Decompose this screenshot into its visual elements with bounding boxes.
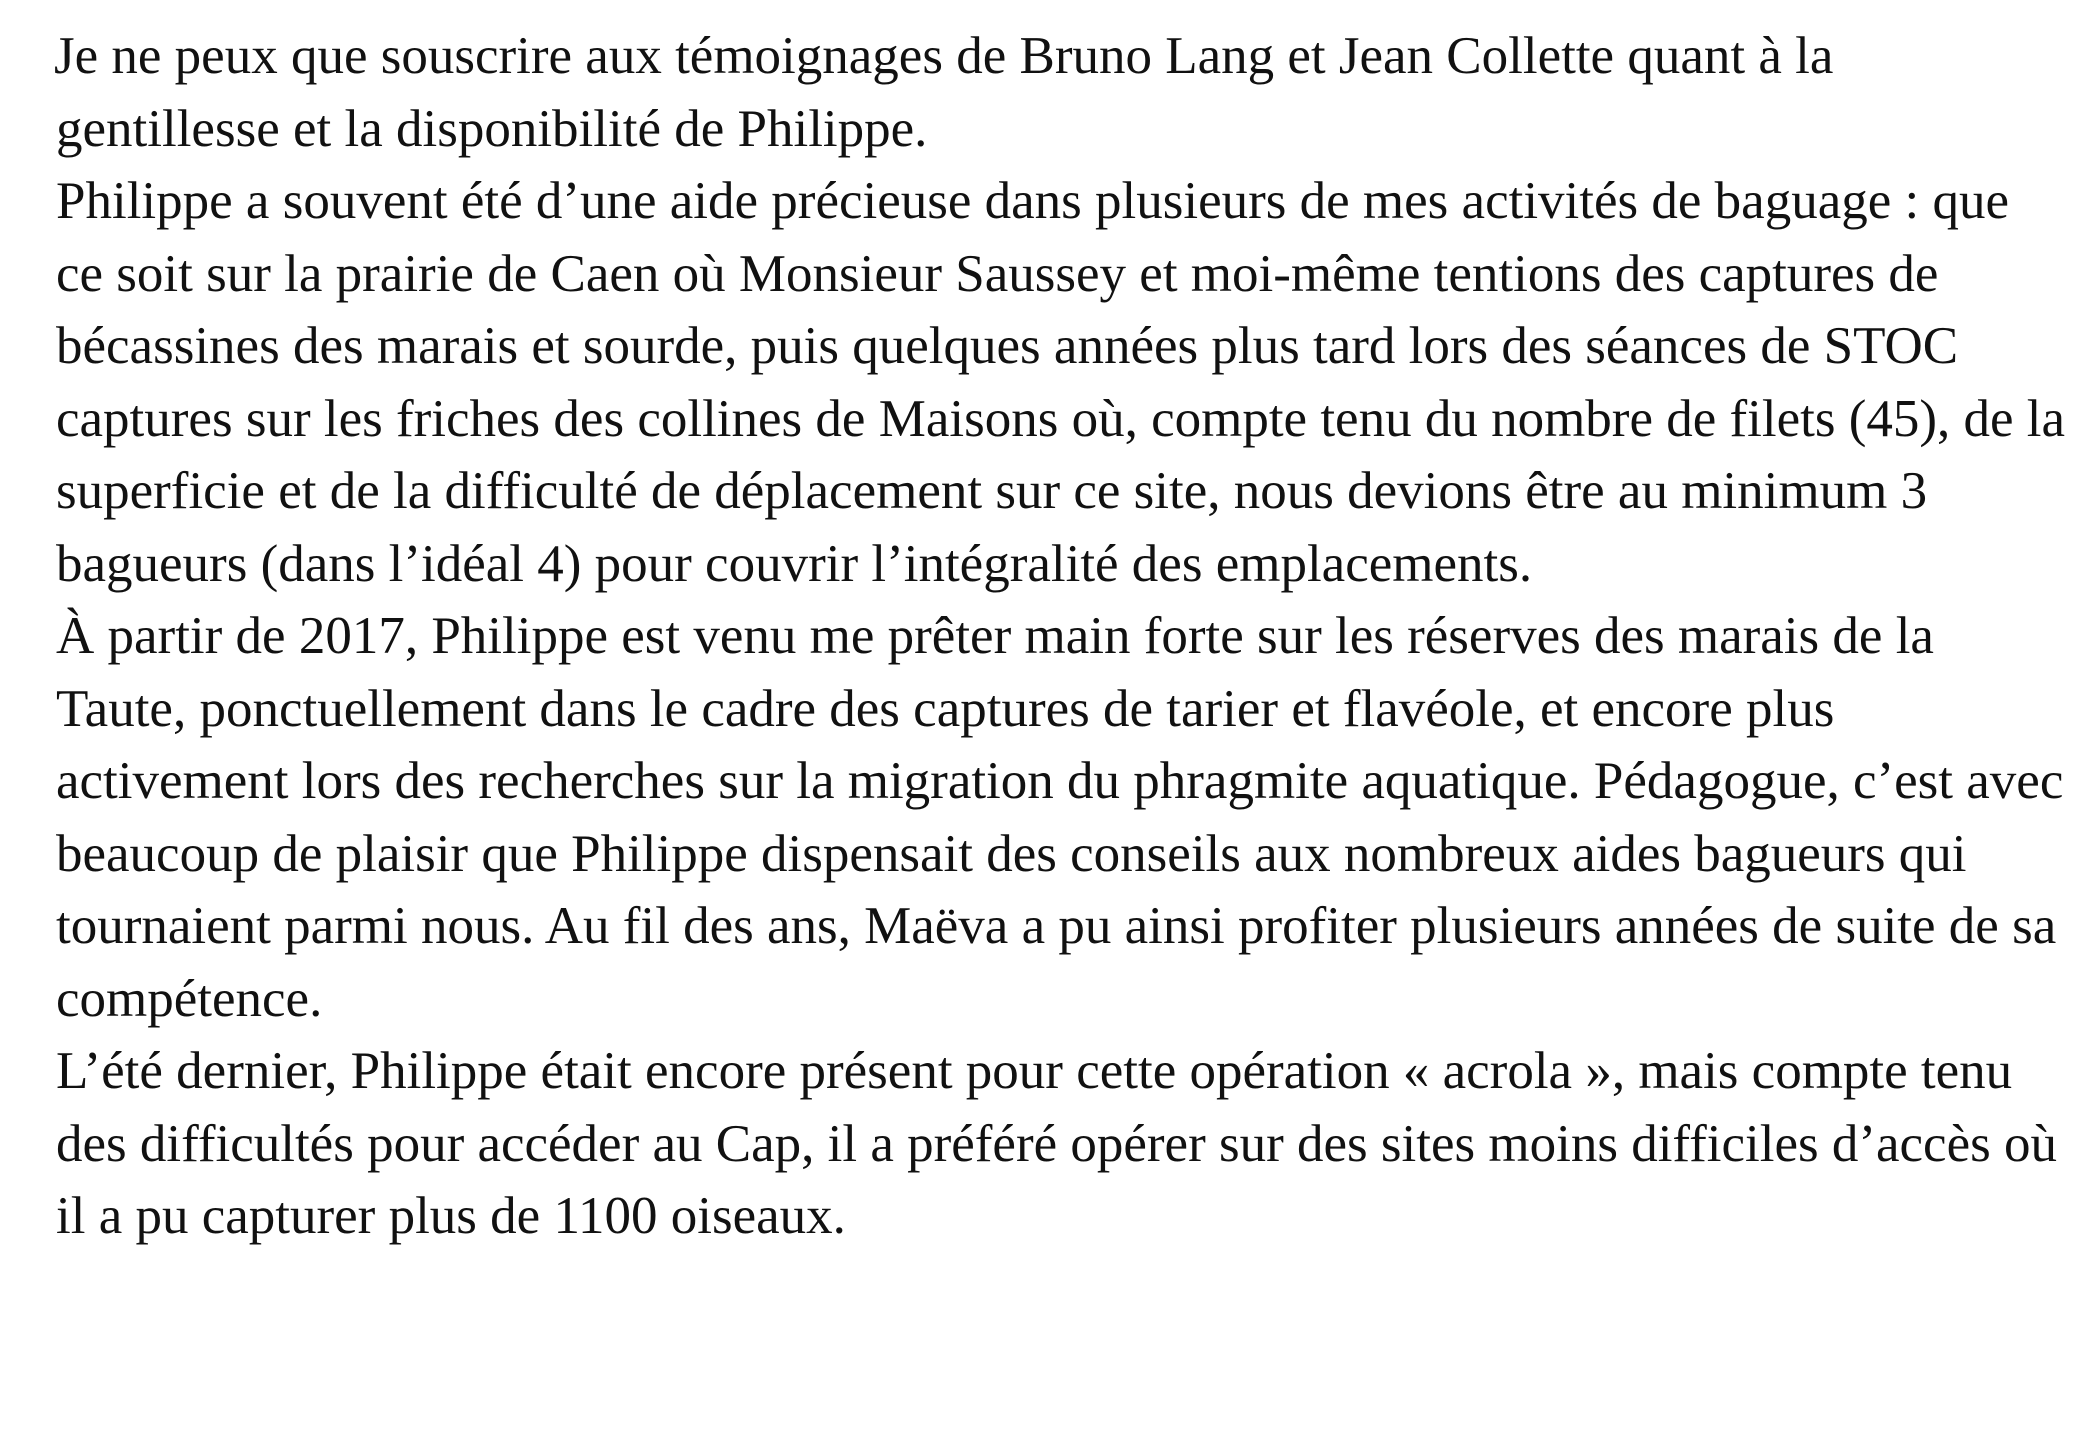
paragraph-testimony-intro: Je ne peux que souscrire aux témoignages de Bruno Lang et Jean Collette quant à la gentillesse et la disponibilité de Philippe.	[54, 27, 1834, 158]
paragraph-baguage-activities: Philippe a souvent été d’une aide précieuse dans plusieurs de mes activités de baguage : que ce soit sur la prairie de Caen où Monsieur Saussey et moi-même tentions des captures de bécassines des marais et sourde, puis quelques années plus tard lors des séances de STOC captures sur les friches des collines de Maisons où, compte tenu du nombre de filets (45), de la superficie et de la difficulté de déplacement sur ce site, nous devions être au minimum 3 bagueurs (dans l’idéal 4) pour couvrir l’intégralité des emplacements.	[56, 172, 2066, 593]
document-body	[56, 20, 2066, 1253]
paragraph-ete-dernier: L’été dernier, Philippe était encore présent pour cette opération « acrola », mais compte tenu des difficultés pour accéder au Cap, il a préféré opérer sur des sites moins difficiles d’accès où il a pu capturer plus de 1100 oiseaux.	[56, 1042, 2057, 1245]
paragraph-marais-taute: À partir de 2017, Philippe est venu me prêter main forte sur les réserves des marais de la Taute, ponctuellement dans le cadre des captures de tarier et flavéole, et encore plus activement lors des recherches sur la migration du phragmite aquatique. Pédagogue, c’est avec beaucoup de plaisir que Philippe dispensait des conseils aux nombreux aides bagueurs qui tournaient parmi nous. Au fil des ans, Maëva a pu ainsi profiter plusieurs années de suite de sa compétence.	[56, 607, 2064, 1028]
